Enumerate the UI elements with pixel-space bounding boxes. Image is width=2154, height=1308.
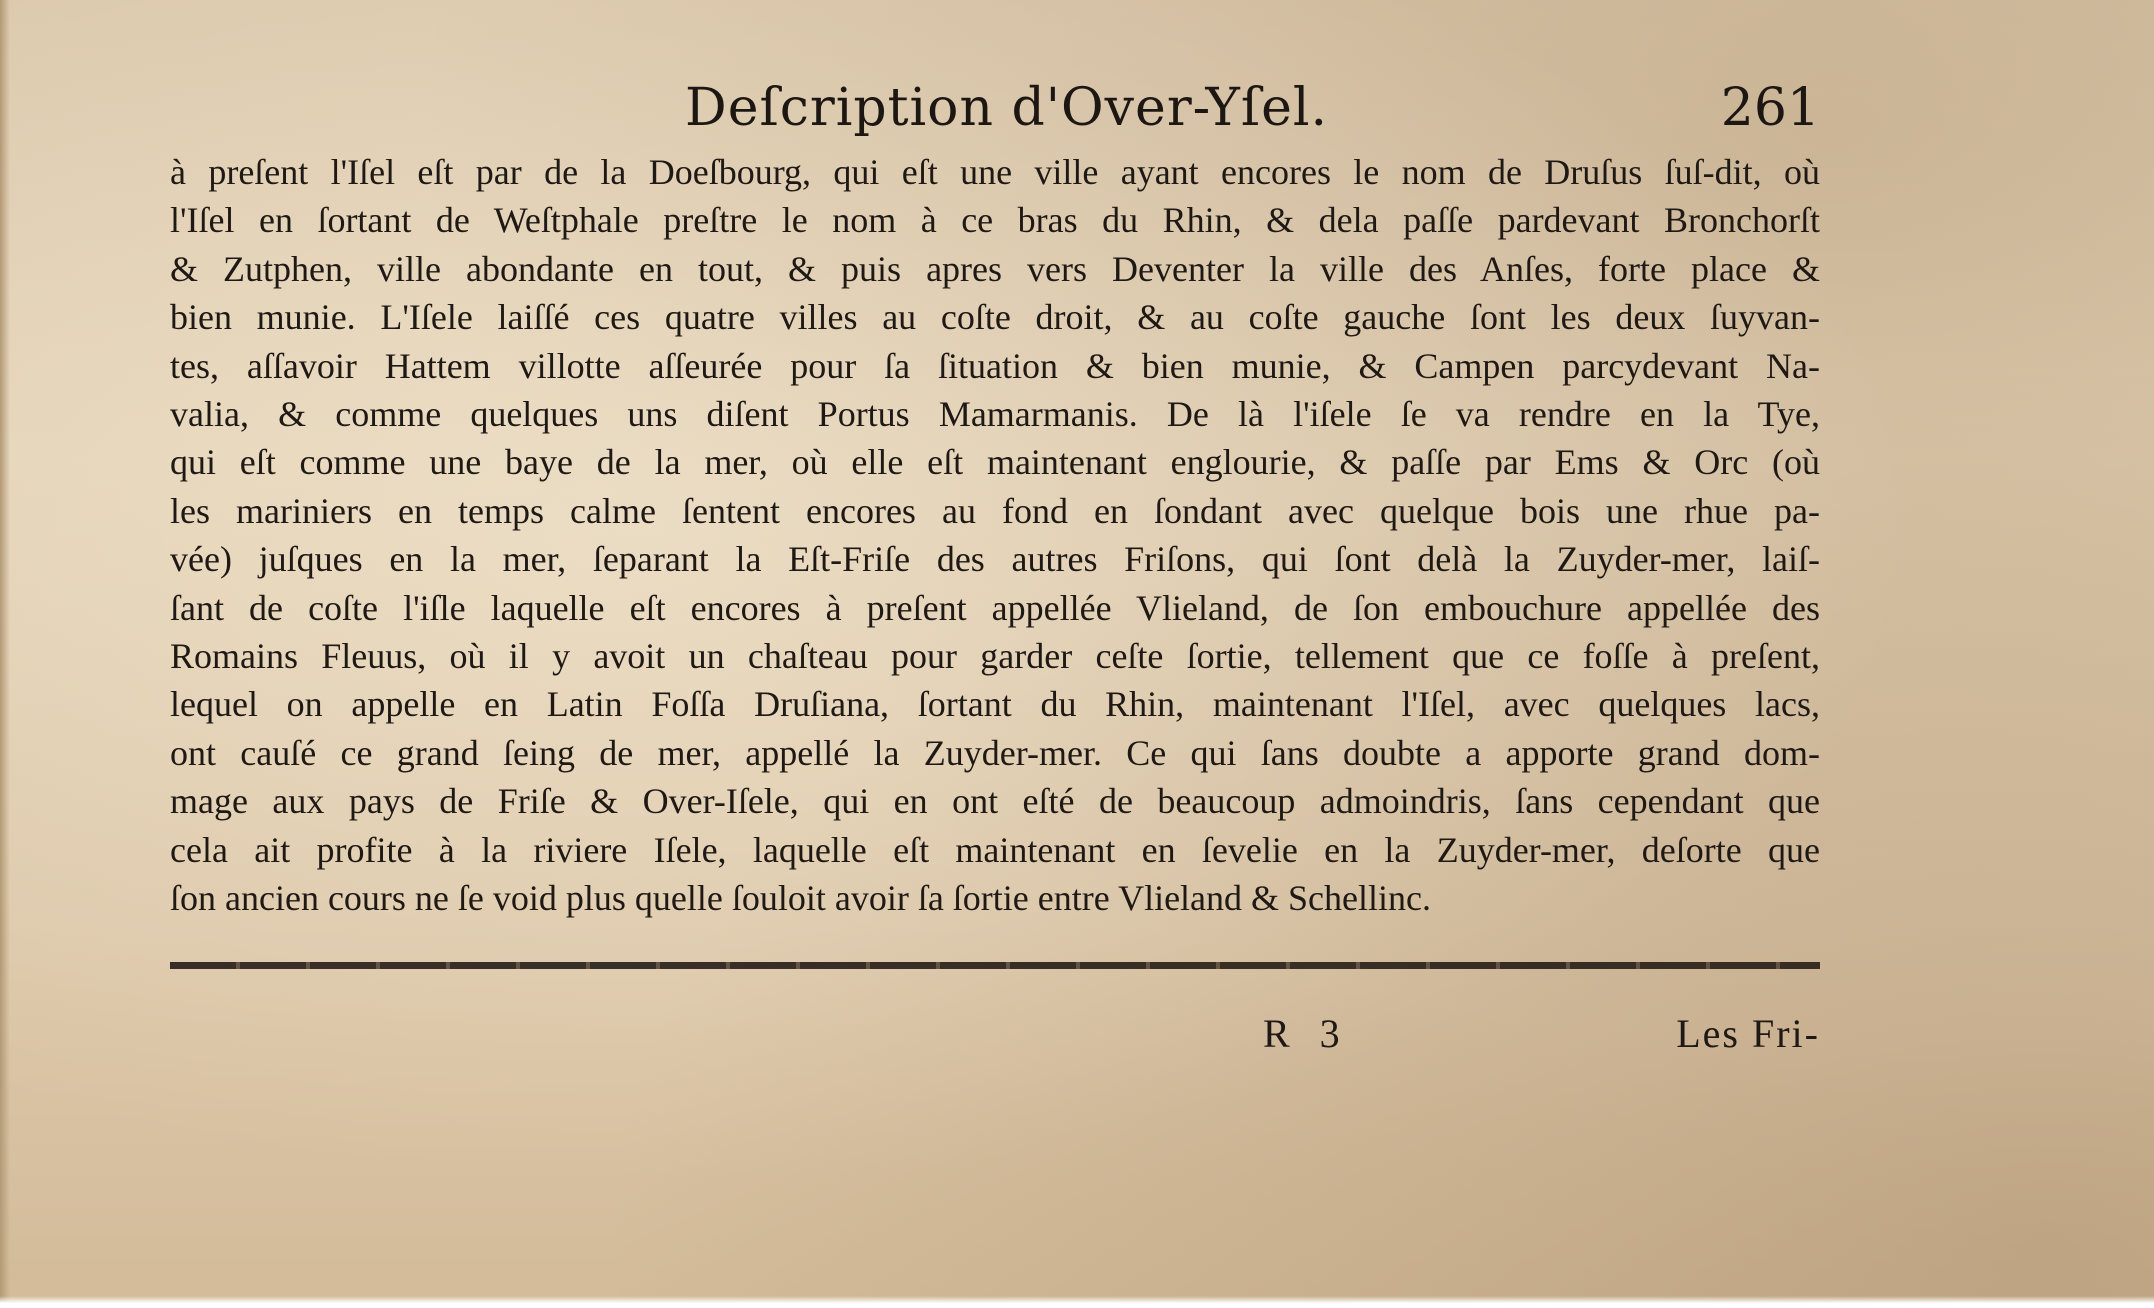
text-line-7: qui eſt comme une baye de la mer, où elle eſt maintenant englourie, & paſſe par Ems & Orc (où — [170, 442, 1820, 483]
text-line-12: lequel on appelle en Latin Foſſa Druſiana, ſortant du Rhin, maintenant l'Iſel, avec quelques lacs, — [170, 684, 1820, 725]
text-line-4: bien munie. L'Iſele laiſſé ces quatre villes au coſte droit, & au coſte gauche ſont les deux ſuyvan- — [170, 297, 1820, 338]
page-number: 261 — [1720, 78, 1820, 138]
text-line-1: à preſent l'Iſel eſt par de la Doeſbourg, qui eſt une ville ayant encores le nom de Druſus ſuſ-dit, où — [170, 152, 1820, 192]
text-line-5: tes, aſſavoir Hattem villotte aſſeurée pour ſa ſituation & bien munie, & Campen parcydevant Na- — [170, 345, 1820, 386]
text-line-2: l'Iſel en ſortant de Weſtphale preſtre le nom à ce bras du Rhin, & dela paſſe pardevant Bronchorſt — [170, 200, 1820, 241]
text-line-3: & Zutphen, ville abondante en tout, & puis apres vers Deventer la ville des Anſes, forte place & — [170, 248, 1820, 289]
running-title: Deſcription d'Over-Yſel. — [685, 78, 1329, 138]
horizontal-rule — [170, 962, 1820, 969]
text-line-11: Romains Fleuus, où il y avoit un chaſteau pour garder ceſte ſortie, tellement que ce foſſe à preſent, — [170, 636, 1820, 677]
page-header — [170, 78, 1820, 148]
signature-mark: R 3 — [1263, 1011, 1350, 1056]
text-line-14: mage aux pays de Friſe & Over-Iſele, qui en ont eſté de beaucoup admoindris, ſans cependant que — [170, 781, 1820, 822]
catchword: Les Fri- — [1676, 1011, 1820, 1056]
page-footer — [170, 1010, 1820, 1066]
text-line-15: cela ait profite à la riviere Iſele, laquelle eſt maintenant en ſevelie en la Zuyder-mer, deſorte que — [170, 829, 1820, 870]
body-text — [170, 148, 1820, 923]
text-line-13: ont cauſé ce grand ſeing de mer, appellé la Zuyder-mer. Ce qui ſans doubte a apporte grand dom- — [170, 732, 1820, 773]
text-line-8: les mariniers en temps calme ſentent encores au fond en ſondant avec quelque bois une rhue pa- — [170, 490, 1820, 531]
text-line-10: ſant de coſte l'iſle laquelle eſt encores à preſent appellée Vlieland, de ſon embouchure appellée des — [170, 587, 1820, 628]
text-line-6: valia, & comme quelques uns diſent Portus Mamarmanis. De là l'iſele ſe va rendre en la Tye, — [170, 394, 1820, 435]
text-line-16: ſon ancien cours ne ſe void plus quelle ſouloit avoir ſa ſortie entre Vlieland & Schellinc. — [170, 878, 1432, 919]
text-line-9: vée) juſques en la mer, ſeparant la Eſt-Friſe des autres Friſons, qui ſont delà la Zuyder-mer, laiſ- — [170, 539, 1820, 580]
